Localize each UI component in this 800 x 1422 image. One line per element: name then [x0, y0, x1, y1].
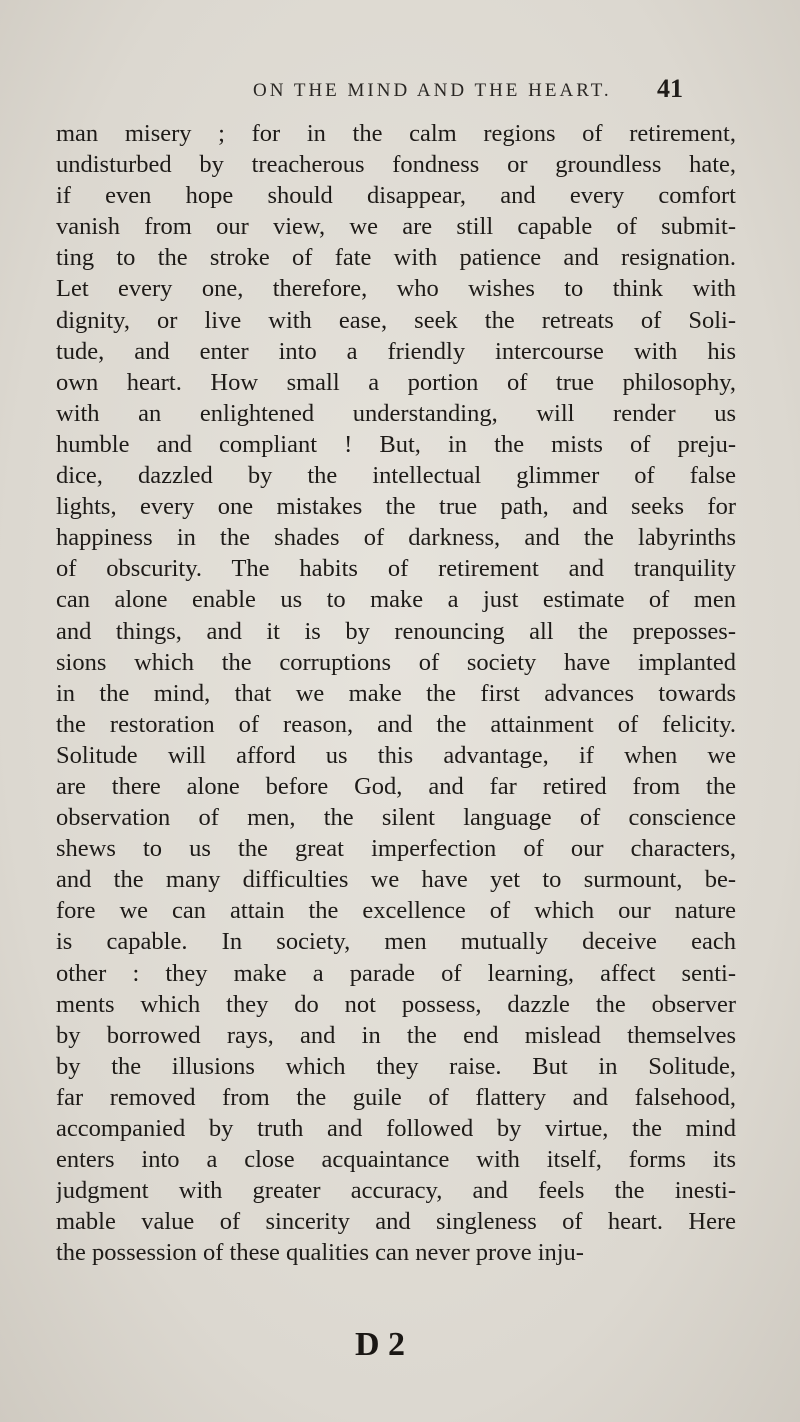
text-line: judgment with greater accuracy, and feels the inesti- [56, 1177, 736, 1205]
text-line: other : they make a parade of learning, affect senti- [56, 959, 736, 987]
text-line: vanish from our view, we are still capable of submit- [56, 213, 736, 241]
text-line: and things, and it is by renouncing all the preposses- [56, 617, 736, 645]
text-line: enters into a close acquaintance with itself, forms its [56, 1146, 736, 1174]
text-line: the possession of these qualities can never prove inju- [56, 1239, 584, 1267]
text-line: dice, dazzled by the intellectual glimmer of false [56, 462, 736, 490]
text-line: far removed from the guile of flattery and falsehood, [56, 1083, 736, 1111]
text-line: by borrowed rays, and in the end mislead themselves [56, 1021, 736, 1049]
text-line: ments which they do not possess, dazzle the observer [56, 990, 736, 1018]
body-text [56, 118, 736, 1268]
text-line: the restoration of reason, and the attainment of felicity. [56, 710, 736, 738]
text-line: lights, every one mistakes the true path, and seeks for [56, 493, 736, 521]
page-number: 41 [657, 74, 683, 103]
text-line: own heart. How small a portion of true philosophy, [56, 368, 736, 396]
text-line: if even hope should disappear, and every comfort [56, 182, 736, 210]
text-line: fore we can attain the excellence of which our nature [56, 897, 736, 925]
text-line: tude, and enter into a friendly intercourse with his [56, 337, 736, 365]
text-line: Let every one, therefore, who wishes to think with [56, 275, 736, 303]
text-line: can alone enable us to make a just estimate of men [56, 586, 736, 614]
text-line: humble and compliant ! But, in the mists of preju- [56, 430, 736, 458]
text-line: shews to us the great imperfection of our characters, [56, 835, 736, 863]
text-line: of obscurity. The habits of retirement and tranquility [56, 555, 736, 583]
text-line: mable value of sincerity and singleness of heart. Here [56, 1208, 736, 1236]
text-line: with an enlightened understanding, will render us [56, 399, 736, 427]
text-line: sions which the corruptions of society have implanted [56, 648, 736, 676]
text-line: dignity, or live with ease, seek the retreats of Soli- [56, 306, 736, 334]
signature-mark: D 2 [355, 1326, 406, 1363]
running-head: ON THE MIND AND THE HEART. [253, 80, 612, 101]
text-line: Solitude will afford us this advantage, if when we [56, 741, 736, 769]
text-line: by the illusions which they raise. But in Solitude, [56, 1052, 736, 1080]
text-line: in the mind, that we make the first advances towards [56, 679, 736, 707]
text-line: are there alone before God, and far retired from the [56, 772, 736, 800]
text-line: is capable. In society, men mutually deceive each [56, 928, 736, 956]
text-line: observation of men, the silent language of conscience [56, 804, 736, 832]
text-line: accompanied by truth and followed by virtue, the mind [56, 1115, 736, 1142]
text-line: undisturbed by treacherous fondness or groundless hate, [56, 151, 736, 179]
text-line: and the many difficulties we have yet to surmount, be- [56, 866, 736, 894]
page-header [0, 74, 800, 114]
text-line: man misery ; for in the calm regions of retirement, [56, 120, 736, 147]
text-line: happiness in the shades of darkness, and the labyrinths [56, 524, 736, 552]
text-line: ting to the stroke of fate with patience and resignation. [56, 244, 736, 272]
